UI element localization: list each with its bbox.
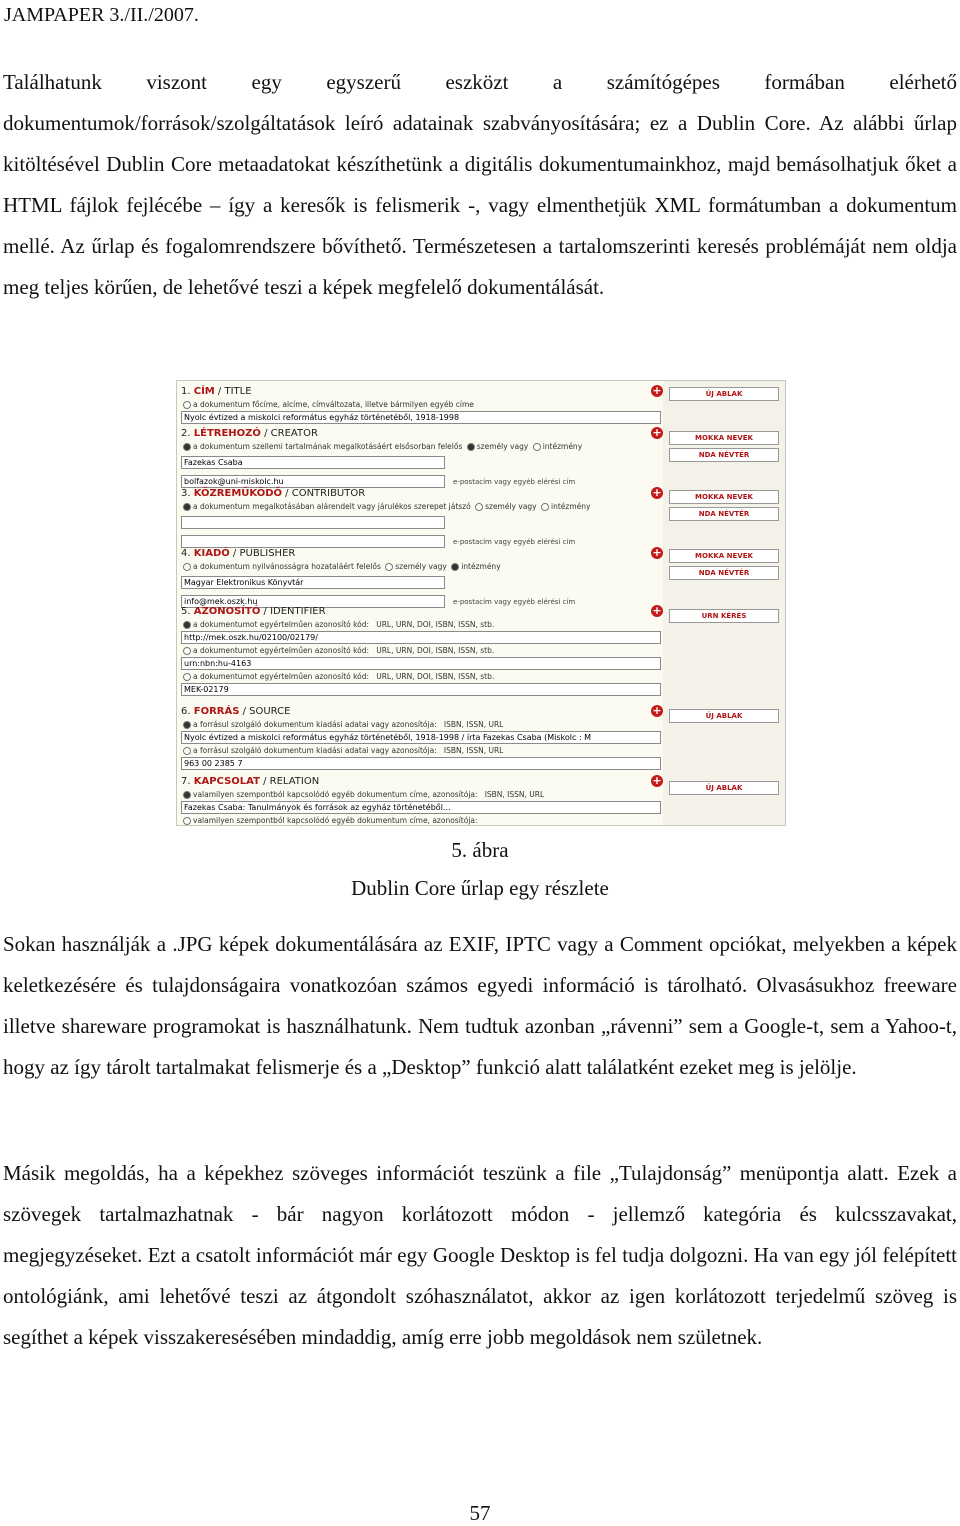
- paragraph-2: Sokan használják a .JPG képek dokumentálására az EXIF, IPTC vagy a Comment opciókat, melyekben a képek keletkezésére és tulajdonságaira vonatkozóan számos egyedi információ is tárolható. Olvasásukhoz freeware illetve shareware programokat is használhatunk. Nem tudtuk azonban „rávenni” sem a Google-t, sem a Yahoo-t, hogy az így tárolt tartalmakat felismerje és a „Desktop” funkció alatt találatként ezeket meg is jelölje.: [3, 932, 957, 1079]
- section-name: CÍM: [193, 386, 215, 397]
- section-contributor: 3. KÖZREMŰKÖDŐ / CONTRIBUTOR + a dokumentum megalkotásában alárendelt vagy járulékos szerepet játszó személy vagy intézmény e-postacím vagy egyéb elérési cím: [181, 487, 661, 547]
- radio-icon[interactable]: [183, 673, 191, 681]
- section-identifier: 5. AZONOSÍTÓ / IDENTIFIER + a dokumentumot egyértelműen azonosító kód: URL, URN, DOI, ISBN, ISSN, stb. http://mek.oszk.hu/02100/02179/ a dokumentumot egyértelműen azonosító kód: URL, URN, DOI, ISBN, ISSN, stb. urn:nbn:hu-4163 a dokumentumot egyértelműen azonosító kód: URL, URN, DOI, ISBN, ISSN, stb. MEK-02179: [181, 604, 662, 694]
- add-icon[interactable]: +: [652, 704, 662, 717]
- radio-icon[interactable]: [385, 563, 393, 571]
- radio-icon[interactable]: [183, 443, 191, 451]
- mokka-names-button[interactable]: MOKKA NEVEK: [669, 549, 779, 563]
- identifier-options-1: a dokumentumot egyértelműen azonosító kód: URL, URN, DOI, ISBN, ISSN, stb.: [181, 619, 661, 630]
- source-options-1: a forrásul szolgáló dokumentum kiadási adatai vagy azonosítója: ISBN, ISSN, URL: [181, 719, 661, 730]
- radio-icon[interactable]: [183, 621, 191, 629]
- radio-icon[interactable]: [533, 443, 541, 451]
- relation-input-1[interactable]: Fazekas Csaba: Tanulmányok és források az egyház történetéből...: [181, 801, 661, 814]
- publisher-type-options: a dokumentum nyilvánosságra hozataláért felelős személy vagy intézmény: [181, 561, 661, 572]
- publisher-name-input[interactable]: Magyar Elektronikus Könyvtár: [181, 576, 445, 589]
- new-window-button[interactable]: ÚJ ABLAK: [669, 387, 779, 401]
- identifier-input-2[interactable]: urn:nbn:hu-4163: [181, 657, 661, 670]
- relation-options-2: valamilyen szempontból kapcsolódó egyéb dokumentum címe, azonosítója:: [181, 815, 661, 826]
- add-icon[interactable]: +: [652, 426, 662, 439]
- add-icon[interactable]: +: [652, 774, 662, 787]
- contributor-name-input[interactable]: [181, 516, 445, 529]
- email-hint: e-postacím vagy egyéb elérési cím: [453, 477, 576, 486]
- add-icon[interactable]: +: [652, 546, 662, 559]
- paragraph-1: Találhatunk viszont egy egyszerű eszközt a számítógépes formában elérhető dokumentumok/források/szolgáltatások leíró adatainak szabványosítására; ez a Dublin Core. Az alábbi űrlap kitöltésével Dublin Core metaadatokat készíthetünk a digitális dokumentumainkhoz, majd bemásolhatjuk őket a HTML fájlok fejlécébe – így a keresők is felismerik -, vagy elmenthetjük XML formátumban a dokumentum mellé. Az űrlap és fogalomrendszere bővíthető. Természetesen a tartalomszerinti keresés problémáját nem oldja meg teljes körűen, de lehetővé teszi a képek megfelelő dokumentálását.: [3, 70, 957, 299]
- running-header: JAMPAPER 3./II./2007.: [4, 4, 199, 26]
- identifier-options-3: a dokumentumot egyértelműen azonosító kód: URL, URN, DOI, ISBN, ISSN, stb.: [181, 671, 661, 682]
- nda-namespace-button[interactable]: NDA NÉVTÉR: [669, 448, 779, 462]
- section-creator: 2. LÉTREHOZÓ / CREATOR + a dokumentum szellemi tartalmának megalkotásáért elsősorban felelős személy vagy intézmény Fazekas Csaba bolfazok@uni-miskolc.hu e-postacím vagy egyéb elérési cím: [181, 426, 662, 486]
- mokka-names-button[interactable]: MOKKA NEVEK: [669, 431, 779, 445]
- radio-icon[interactable]: [467, 443, 475, 451]
- mokka-names-button[interactable]: MOKKA NEVEK: [669, 490, 779, 504]
- title-input[interactable]: Nyolc évtized a miskolci református egyház történetéből, 1918-1998: [181, 411, 661, 424]
- radio-icon[interactable]: [183, 563, 191, 571]
- radio-icon[interactable]: [183, 721, 191, 729]
- publisher-email-input[interactable]: info@mek.oszk.hu: [181, 595, 445, 608]
- section-name: FORRÁS: [193, 706, 240, 717]
- nda-namespace-button[interactable]: NDA NÉVTÉR: [669, 507, 779, 521]
- section-name: KÖZREMŰKÖDŐ: [193, 488, 282, 499]
- add-icon[interactable]: +: [652, 604, 662, 617]
- radio-icon[interactable]: [451, 563, 459, 571]
- nda-namespace-button[interactable]: NDA NÉVTÉR: [669, 566, 779, 580]
- radio-icon[interactable]: [183, 503, 191, 511]
- identifier-input-3[interactable]: MEK-02179: [181, 683, 661, 696]
- section-name: AZONOSÍTÓ: [193, 606, 261, 617]
- radio-icon[interactable]: [183, 647, 191, 655]
- identifier-input-1[interactable]: http://mek.oszk.hu/02100/02179/: [181, 631, 661, 644]
- source-input-1[interactable]: Nyolc évtized a miskolci református egyház történetéből, 1918-1998 / írta Fazekas Csaba (Miskolc : M: [181, 731, 661, 744]
- identifier-options-2: a dokumentumot egyértelműen azonosító kód: URL, URN, DOI, ISBN, ISSN, stb.: [181, 645, 661, 656]
- field-hint: a dokumentum főcíme, alcíme, címváltozata, illetve bármilyen egyéb címe: [181, 399, 661, 410]
- radio-icon[interactable]: [183, 747, 191, 755]
- urn-request-button[interactable]: URN KÉRÉS: [669, 609, 779, 623]
- relation-options-1: valamilyen szempontból kapcsolódó egyéb dokumentum címe, azonosítója: ISBN, ISSN, URL: [181, 789, 661, 800]
- contributor-type-options: a dokumentum megalkotásában alárendelt vagy járulékos szerepet játszó személy vagy intézmény: [181, 501, 661, 512]
- figure-caption: Dublin Core űrlap egy részlete: [351, 876, 609, 900]
- email-hint: e-postacím vagy egyéb elérési cím: [453, 597, 576, 606]
- section-number: 1.: [181, 386, 191, 397]
- add-icon[interactable]: +: [652, 486, 662, 499]
- email-hint: e-postacím vagy egyéb elérési cím: [453, 537, 576, 546]
- radio-icon[interactable]: [183, 817, 191, 825]
- radio-icon[interactable]: [541, 503, 549, 511]
- new-window-button[interactable]: ÚJ ABLAK: [669, 781, 779, 795]
- radio-icon[interactable]: [475, 503, 483, 511]
- source-input-2[interactable]: 963 00 2385 7: [181, 757, 661, 770]
- section-title: [181, 385, 661, 427]
- creator-name-input[interactable]: Fazekas Csaba: [181, 456, 445, 469]
- creator-type-options: a dokumentum szellemi tartalmának megalkotásáért elsősorban felelős személy vagy intézmény: [181, 441, 661, 452]
- form-fields-column: [181, 385, 661, 826]
- form-buttons-column: [663, 381, 785, 825]
- figure-number: 5. ábra: [451, 838, 509, 862]
- radio-icon[interactable]: [183, 401, 191, 409]
- section-name: KAPCSOLAT: [193, 776, 260, 787]
- creator-email-input[interactable]: bolfazok@uni-miskolc.hu: [181, 475, 445, 488]
- source-options-2: a forrásul szolgáló dokumentum kiadási adatai vagy azonosítója: ISBN, ISSN, URL: [181, 745, 661, 756]
- section-publisher: 4. KIADÓ / PUBLISHER + a dokumentum nyilvánosságra hozataláért felelős személy vagy intézmény Magyar Elektronikus Könyvtár info@mek.oszk.hu e-postacím vagy egyéb elérési cím: [181, 546, 662, 606]
- radio-icon[interactable]: [183, 791, 191, 799]
- section-name: KIADÓ: [193, 548, 230, 559]
- section-source: 6. FORRÁS / SOURCE + a forrásul szolgáló dokumentum kiadási adatai vagy azonosítója: ISBN, ISSN, URL Nyolc évtized a miskolci református egyház történetéből, 1918-1998 / írta Fazekas Csaba (Miskolc : M a forrásul szolgáló dokumentum kiadási adatai vagy azonosítója: ISBN, ISSN, URL 963 00 2385 7: [181, 704, 662, 768]
- page-number: 57: [469, 1501, 491, 1525]
- dublin-core-form-figure: [176, 380, 786, 826]
- paragraph-3: Másik megoldás, ha a képekhez szöveges információt teszünk a file „Tulajdonság” menüpontja alatt. Ezek a szövegek tartalmazhatnak - bár nagyon korlátozott módon - jellemző kategória és kulcsszavakat, megjegyzéseket. Ezt a csatolt információt már egy Google Desktop is fel tudja dolgozni. Ha van egy jól felépített ontológiánk, ami lehetővé teszi az átgondolt szóhasználatot, akkor az igen korlátozott terjedelmű szöveg is segíthet a képek visszakeresésében mindaddig, amíg erre jobb megoldások nem születnek.: [3, 1161, 957, 1349]
- section-name: LÉTREHOZÓ: [193, 428, 261, 439]
- add-icon[interactable]: +: [652, 384, 662, 397]
- section-name-en: / TITLE: [214, 386, 252, 397]
- new-window-button[interactable]: ÚJ ABLAK: [669, 709, 779, 723]
- section-relation: 7. KAPCSOLAT / RELATION + valamilyen szempontból kapcsolódó egyéb dokumentum címe, azonosítója: ISBN, ISSN, URL Fazekas Csaba: Tanulmányok és források az egyház történetéből... valamilyen szempontból kapcsolódó egyéb dokumentum címe, azonosítója:: [181, 774, 662, 825]
